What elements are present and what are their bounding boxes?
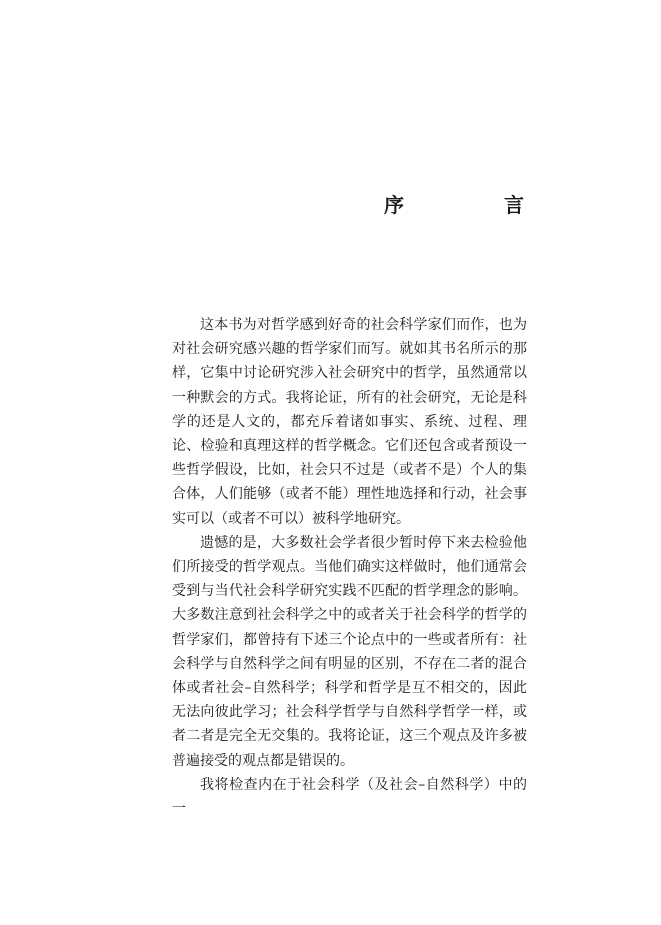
preface-body bbox=[172, 313, 527, 821]
paragraph-3: 我将检查内在于社会科学（及社会–自然科学）中的一 bbox=[172, 776, 527, 818]
page-title: 序 言 bbox=[384, 193, 564, 217]
paragraph-2: 遗憾的是，大多数社会学者很少暂时停下来去检验他们所接受的哲学观点。当他们确实这样做时，他们通常会受到与当代社会科学研究实践不匹配的哲学理念的影响。大多数注意到社会科学之中的或者关于社会科学的哲学的哲学家们，都曾持有下述三个论点中的一些或者所有：社会科学与自然科学之间有明显的区别，不存在二者的混合体或者社会–自然科学；科学和哲学是互不相交的，因此无法向彼此学习；社会科学哲学与自然科学哲学一样，或者二者是完全无交集的。我将论证，这三个观点及许多被普遍接受的观点都是错误的。 bbox=[172, 534, 527, 769]
paragraph-1: 这本书为对哲学感到好奇的社会科学家们而作，也为对社会研究感兴趣的哲学家们而写。就如其书名所示的那样，它集中讨论研究涉入社会研究中的哲学，虽然通常以一种默会的方式。我将论证，所有的社会研究，无论是科学的还是人文的，都充斥着诸如事实、系统、过程、理论、检验和真理这样的哲学概念。它们还包含或者预设一些哲学假设，比如，社会只不过是（或者不是）个人的集合体，人们能够（或者不能）理性地选择和行动，社会事实可以（或者不可以）被科学地研究。 bbox=[172, 317, 527, 527]
